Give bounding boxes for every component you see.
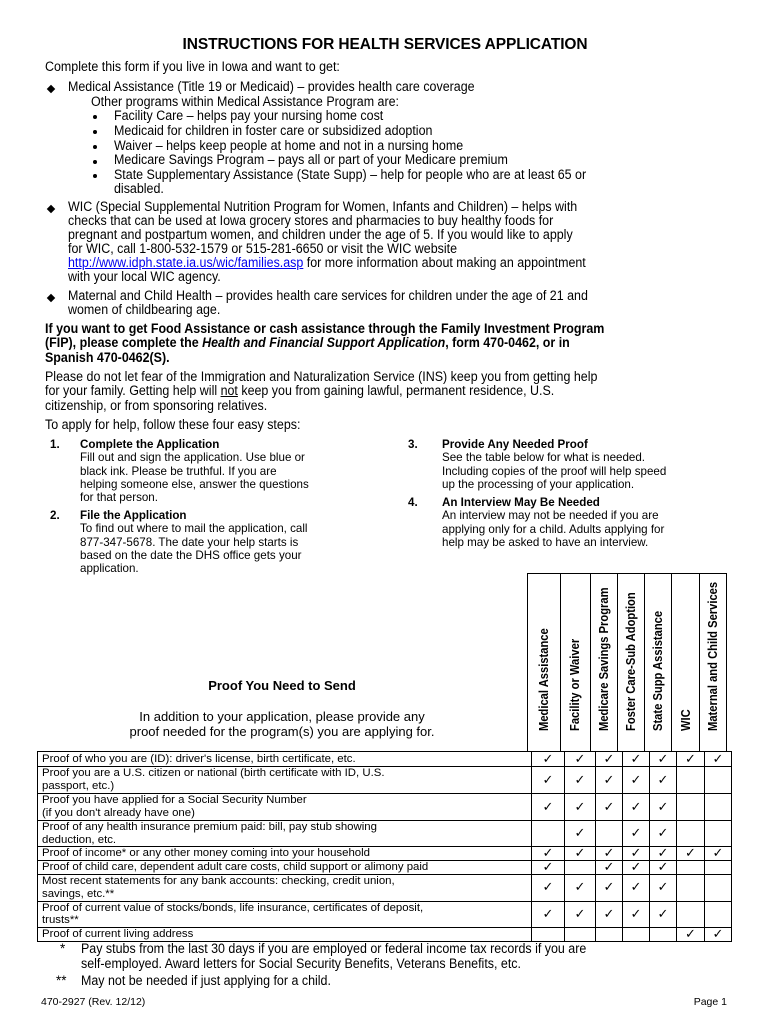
desc-line: Proof of income* or any other money coming into your household	[42, 847, 370, 860]
food-assistance-notice: If you want to get Food Assistance or cash assistance through the Family Investment Program	[45, 321, 605, 336]
sub-program-state-supp: State Supplementary Assistance (State Supp) – help for people who are at least 65 or	[114, 167, 587, 182]
check-cell: ✓	[650, 794, 677, 821]
desc-line: Most recent statements for any bank accounts: checking, credit union,	[42, 875, 395, 888]
check-cell	[677, 901, 705, 927]
sub-programs-intro: Other programs within Medical Assistance Program are:	[91, 94, 400, 109]
check-cell	[596, 927, 623, 941]
check-cell: ✓	[596, 901, 623, 927]
page-number: Page 1	[693, 996, 727, 1008]
program-wic-line: checks that can be used at Iowa grocery stores and pharmacies to buy healthy foods for	[68, 213, 554, 228]
step-1	[50, 438, 370, 504]
step-text: black ink. Please be truthful. If you are	[80, 464, 277, 478]
step-text: up the processing of your application.	[442, 477, 635, 491]
step-text: See the table below for what is needed.	[442, 451, 646, 465]
check-cell: ✓	[532, 874, 565, 901]
check-cell: ✓	[532, 767, 565, 794]
check-cell: ✓	[650, 767, 677, 794]
proof-description	[38, 927, 532, 941]
step-number: 1.	[50, 438, 60, 451]
proof-description	[38, 821, 532, 847]
notice-text: keep you from gaining lawful, permanent residence, U.S.	[237, 383, 555, 398]
desc-line: Proof of current value of stocks/bonds, life insurance, certificates of deposit,	[42, 901, 424, 914]
desc-line: Proof you have applied for a Social Security Number	[42, 794, 307, 807]
sub-program-state-supp-cont: disabled.	[114, 181, 164, 196]
footnote-text: self-employed. Award letters for Social Security Benefits, Veterans Benefits, etc.	[81, 956, 522, 971]
notice-text: (FIP), please complete the	[45, 335, 203, 350]
sub-program-medicare-savings: Medicare Savings Program – pays all or part of your Medicare premium	[114, 152, 508, 167]
check-cell: ✓	[596, 752, 623, 767]
footnote-text: Pay stubs from the last 30 days if you are employed or federal income tax records if you are	[81, 941, 587, 956]
column-header-label: Maternal and Child Services	[705, 581, 720, 731]
desc-line: savings, etc.**	[42, 887, 115, 900]
check-cell: ✓	[596, 767, 623, 794]
check-cell: ✓	[596, 847, 623, 861]
underlined-not: not	[220, 383, 238, 398]
step-text: helping someone else, answer the questions	[80, 477, 309, 491]
column-header-medical-assistance	[527, 573, 561, 752]
check-cell: ✓	[532, 901, 565, 927]
table-row	[38, 927, 732, 941]
check-cell: ✓	[532, 860, 565, 874]
column-header-facility-waiver	[560, 573, 591, 752]
step-text: An interview may not be needed if you are	[442, 509, 659, 523]
check-cell: ✓	[596, 874, 623, 901]
proof-description	[38, 794, 532, 821]
check-cell: ✓	[705, 847, 732, 861]
check-cell: ✓	[565, 874, 596, 901]
desc-line: Proof of any health insurance premium paid: bill, pay stub showing	[42, 821, 377, 833]
check-cell: ✓	[623, 767, 650, 794]
column-header-foster-care	[618, 573, 645, 752]
steps-intro: To apply for help, follow these four easy steps:	[45, 417, 301, 432]
proof-table-subheading	[37, 709, 527, 739]
step-text: applying only for a child. Adults applying for	[442, 522, 665, 536]
column-header-label: Medical Assistance	[536, 628, 551, 731]
check-cell	[532, 821, 565, 847]
column-header-label: Medicare Savings Program	[596, 587, 611, 731]
subheading-line: In addition to your application, please provide any	[139, 709, 425, 724]
program-wic-line: for WIC, call 1-800-532-1579 or 515-281-6650 or visit the WIC website	[68, 241, 458, 256]
diamond-bullet-icon	[47, 294, 55, 302]
desc-line: Proof of current living address	[42, 927, 194, 940]
step-2	[50, 509, 370, 575]
footnote-mark: *	[60, 941, 66, 956]
check-cell: ✓	[623, 752, 650, 767]
column-header-wic	[672, 573, 700, 752]
check-cell	[677, 860, 705, 874]
food-assistance-notice-line2	[45, 336, 570, 351]
check-cell	[677, 874, 705, 901]
check-cell: ✓	[623, 901, 650, 927]
check-cell: ✓	[650, 874, 677, 901]
check-cell: ✓	[677, 752, 705, 767]
check-cell: ✓	[650, 901, 677, 927]
check-cell: ✓	[705, 752, 732, 767]
check-cell	[705, 874, 732, 901]
check-cell: ✓	[650, 860, 677, 874]
step-number: 2.	[50, 509, 60, 522]
column-header-label: WIC	[677, 709, 693, 731]
table-row	[38, 901, 732, 927]
bullet-icon	[93, 174, 97, 178]
proof-description	[38, 767, 532, 794]
check-cell: ✓	[565, 901, 596, 927]
step-heading: Provide Any Needed Proof	[442, 438, 588, 451]
desc-line: Proof of who you are (ID): driver's license, birth certificate, etc.	[42, 752, 356, 765]
check-cell: ✓	[623, 860, 650, 874]
check-cell	[705, 767, 732, 794]
notice-text: for your family. Getting help will	[45, 383, 221, 398]
step-text: Fill out and sign the application. Use blue or	[80, 451, 305, 465]
ins-notice-line3: citizenship, or from sponsoring relatives.	[45, 398, 268, 413]
step-heading: File the Application	[80, 509, 187, 522]
step-text: To find out where to mail the application, call	[80, 522, 308, 536]
check-cell: ✓	[532, 847, 565, 861]
table-row	[38, 767, 732, 794]
check-cell: ✓	[565, 767, 596, 794]
subheading-line: proof needed for the program(s) you are applying for.	[129, 724, 435, 739]
proof-description	[38, 860, 532, 874]
table-row	[38, 821, 732, 847]
step-text: Including copies of the proof will help speed	[442, 464, 667, 478]
check-cell	[705, 860, 732, 874]
table-row	[38, 794, 732, 821]
check-cell: ✓	[623, 874, 650, 901]
notice-text: , form 470-0462, or in	[445, 335, 570, 350]
step-4	[408, 496, 738, 549]
wic-website-link[interactable]: http://www.idph.state.ia.us/wic/families.asp	[68, 255, 304, 270]
table-row	[38, 752, 732, 767]
desc-line: Proof you are a U.S. citizen or national (birth certificate with ID, U.S.	[42, 767, 385, 780]
ins-notice: Please do not let fear of the Immigration and Naturalization Service (INS) keep you from getting help	[45, 369, 598, 384]
check-cell: ✓	[623, 847, 650, 861]
step-text: application.	[80, 562, 139, 576]
column-header-state-supp	[645, 573, 672, 752]
check-cell	[677, 794, 705, 821]
check-cell: ✓	[565, 794, 596, 821]
program-maternal-child: Maternal and Child Health – provides health care services for children under the age of 21 and	[68, 288, 588, 303]
proof-description	[38, 752, 532, 767]
check-cell	[705, 794, 732, 821]
table-row	[38, 847, 732, 861]
form-name-italic: Health and Financial Support Application	[202, 335, 446, 350]
intro-text: Complete this form if you live in Iowa and want to get:	[45, 59, 340, 74]
check-cell: ✓	[565, 752, 596, 767]
check-cell	[677, 767, 705, 794]
sub-program-foster-care: Medicaid for children in foster care or subsidized adoption	[114, 123, 433, 138]
check-cell	[677, 821, 705, 847]
check-cell: ✓	[650, 821, 677, 847]
wic-link-after-text: for more information about making an appointment	[303, 255, 586, 270]
check-cell: ✓	[532, 752, 565, 767]
desc-line: passport, etc.)	[42, 780, 115, 792]
step-heading: An Interview May Be Needed	[442, 496, 600, 509]
bullet-icon	[93, 160, 97, 164]
column-header-label: Foster Care-Sub Adoption	[623, 592, 638, 731]
step-text: for that person.	[80, 491, 158, 505]
step-number: 4.	[408, 496, 418, 509]
table-row	[38, 860, 732, 874]
proof-description	[38, 874, 532, 901]
program-maternal-child-cont: women of childbearing age.	[68, 302, 221, 317]
check-cell	[650, 927, 677, 941]
proof-description	[38, 901, 532, 927]
food-assistance-notice-line3: Spanish 470-0462(S).	[45, 350, 170, 365]
program-wic-line: pregnant and postpartum women, and children under the age of 5. If you would like to apply	[68, 227, 573, 242]
bullet-icon	[93, 130, 97, 134]
proof-table	[37, 751, 732, 942]
check-cell	[705, 901, 732, 927]
check-cell: ✓	[596, 860, 623, 874]
check-cell: ✓	[623, 794, 650, 821]
column-header-medicare-savings	[591, 573, 618, 752]
check-cell: ✓	[650, 752, 677, 767]
check-cell: ✓	[596, 794, 623, 821]
table-row	[38, 874, 732, 901]
check-cell	[623, 927, 650, 941]
step-text: 877-347-5678. The date your help starts is	[80, 535, 299, 549]
check-cell	[565, 860, 596, 874]
column-header-label: Facility or Waiver	[567, 638, 582, 731]
bullet-icon	[93, 145, 97, 149]
sub-program-waiver: Waiver – helps keep people at home and not in a nursing home	[114, 138, 464, 153]
diamond-bullet-icon	[47, 205, 55, 213]
column-header-maternal-child	[700, 573, 727, 752]
bullet-icon	[93, 115, 97, 119]
check-cell	[532, 927, 565, 941]
check-cell: ✓	[677, 847, 705, 861]
proof-description	[38, 847, 532, 861]
footnote-text: May not be needed if just applying for a child.	[81, 973, 331, 988]
desc-line: (if you don't already have one)	[42, 807, 195, 819]
step-heading: Complete the Application	[80, 438, 220, 451]
proof-table-heading: Proof You Need to Send	[208, 678, 356, 693]
step-text: help may be asked to have an interview.	[442, 535, 649, 549]
program-medical-assistance: Medical Assistance (Title 19 or Medicaid) – provides health care coverage	[68, 79, 475, 94]
program-wic-line: WIC (Special Supplemental Nutrition Program for Women, Infants and Children) – helps with	[68, 199, 578, 214]
page-title: INSTRUCTIONS FOR HEALTH SERVICES APPLICATION	[182, 36, 588, 53]
desc-line: Proof of child care, dependent adult care costs, child support or alimony paid	[42, 860, 429, 873]
footnote-mark: **	[56, 973, 67, 988]
check-cell: ✓	[650, 847, 677, 861]
check-cell	[705, 821, 732, 847]
step-3	[408, 438, 738, 491]
step-number: 3.	[408, 438, 418, 451]
ins-notice-line2	[45, 384, 554, 399]
step-text: based on the date the DHS office gets your	[80, 548, 302, 562]
check-cell	[565, 927, 596, 941]
check-cell	[596, 821, 623, 847]
check-cell: ✓	[623, 821, 650, 847]
desc-line: trusts**	[42, 914, 79, 927]
desc-line: deduction, etc.	[42, 833, 117, 846]
check-cell: ✓	[532, 794, 565, 821]
check-cell: ✓	[565, 847, 596, 861]
check-cell: ✓	[565, 821, 596, 847]
column-header-label: State Supp Assistance	[650, 610, 665, 731]
form-number: 470-2927 (Rev. 12/12)	[41, 996, 146, 1008]
check-cell: ✓	[677, 927, 705, 941]
check-cell: ✓	[705, 927, 732, 941]
diamond-bullet-icon	[47, 85, 55, 93]
sub-program-facility-care: Facility Care – helps pay your nursing home cost	[114, 108, 384, 123]
program-wic-line: with your local WIC agency.	[68, 269, 221, 284]
